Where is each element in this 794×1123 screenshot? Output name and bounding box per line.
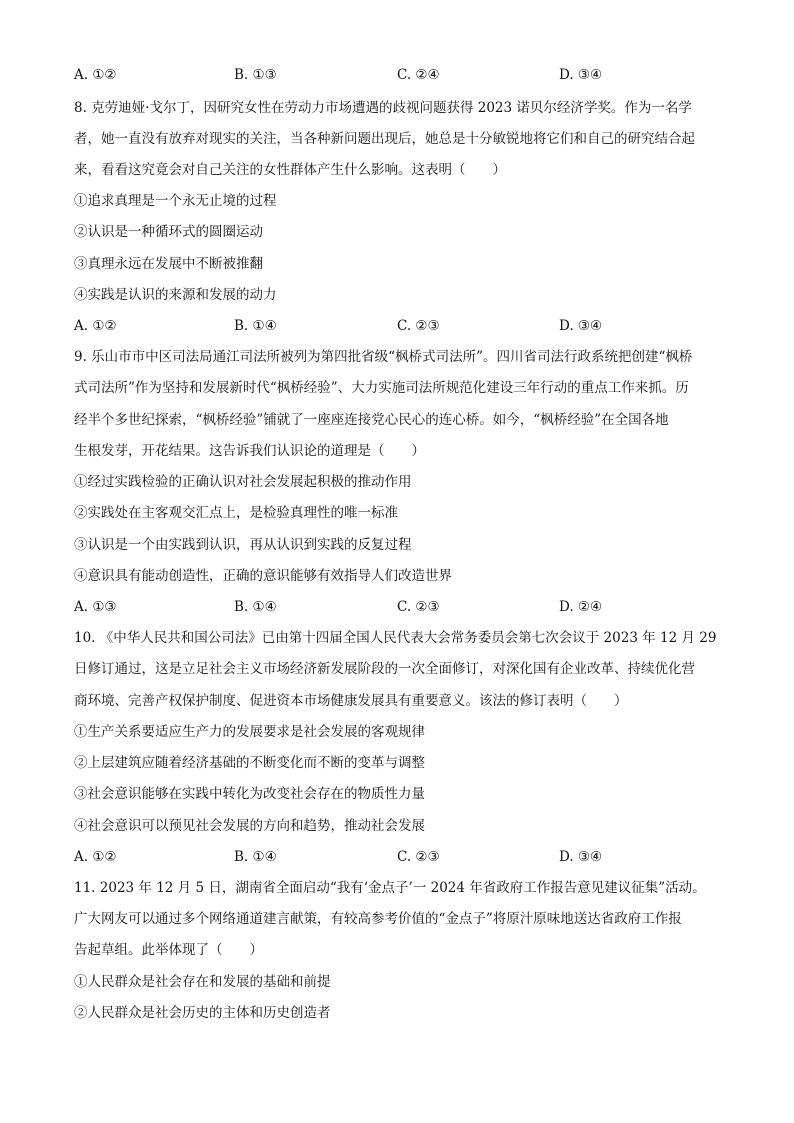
- q8-option-c: C. ②③: [397, 318, 440, 334]
- q8-option-d: D. ③④: [559, 318, 603, 334]
- q11-item-1: ①人民群众是社会存在和发展的基础和前提: [74, 974, 331, 990]
- q10-item-4: ④社会意识可以预见社会发展的方向和趋势，推动社会发展: [74, 818, 425, 834]
- q7-options: [74, 66, 734, 84]
- q10-options: [74, 848, 734, 866]
- q8-item-1: ①追求真理是一个永无止境的过程: [74, 193, 277, 209]
- q9-item-2: ②实践处在主客观交汇点上，是检验真理性的唯一标准: [74, 505, 398, 521]
- q10-option-a: A. ①②: [74, 849, 117, 865]
- q9-stem-line-1: 9. 乐山市市中区司法局通江司法所被列为第四批省级“枫桥式司法所”。四川省司法行政系统把创建“枫桥: [74, 349, 693, 365]
- q8-item-2: ②认识是一种循环式的圆圈运动: [74, 224, 263, 240]
- q10-stem-line-3: 商环境、完善产权保护制度、促进资本市场健康发展具有重要意义。该法的修订表明（ ）: [74, 693, 628, 709]
- q11-item-2: ②人民群众是社会历史的主体和历史创造者: [74, 1005, 331, 1021]
- q11-stem-line-3: 告起草组。此举体现了（ ）: [74, 942, 263, 958]
- q11-stem-line-1: 11. 2023 年 12 月 5 日，湖南省全面启动“我有‘金点子’一 2024 年省政府工作报告意见建议征集”活动。: [74, 880, 706, 896]
- q10-item-3: ③社会意识能够在实践中转化为改变社会存在的物质性力量: [74, 786, 425, 802]
- q10-option-b: B. ①④: [234, 849, 277, 865]
- q9-stem-line-2: 式司法所”作为坚持和发展新时代“枫桥经验”、大力实施司法所规范化建设三年行动的重点工作来抓。历: [74, 380, 689, 396]
- q8-options: [74, 317, 734, 335]
- q10-item-1: ①生产关系要适应生产力的发展要求是社会发展的客观规律: [74, 724, 425, 740]
- q9-stem-line-4: 生根发芽，开花结果。这告诉我们认识论的道理是（ ）: [74, 443, 425, 459]
- q10-option-d: D. ③④: [559, 849, 603, 865]
- q9-options: [74, 598, 734, 616]
- q10-option-c: C. ②③: [397, 849, 440, 865]
- q11-stem-line-2: 广大网友可以通过多个网络通道建言献策，有较高参考价值的“金点子”将原汁原味地送达省政府工作报: [74, 911, 682, 927]
- q9-option-d: D. ②④: [559, 599, 603, 615]
- q8-option-b: B. ①④: [234, 318, 277, 334]
- q10-stem-line-1: 10. 《中华人民共和国公司法》已由第十四届全国人民代表大会常务委员会第七次会议于 2023 年 12 月 29: [74, 630, 717, 646]
- q8-stem-line-2: 者，她一直没有放弃对现实的关注，当各种新问题出现后，她总是十分敏锐地将它们和自己的研究结合起: [74, 131, 695, 147]
- q9-option-c: C. ②③: [397, 599, 440, 615]
- q9-stem-line-3: 经半个多世纪探索，“枫桥经验”铺就了一座座连接党心民心的连心桥。如今，“枫桥经验”在全国各地: [74, 412, 669, 428]
- q10-item-2: ②上层建筑应随着经济基础的不断变化而不断的变革与调整: [74, 755, 425, 771]
- q7-option-c: C. ②④: [397, 67, 440, 83]
- q9-option-b: B. ①④: [234, 599, 277, 615]
- q9-item-1: ①经过实践检验的正确认识对社会发展起积极的推动作用: [74, 474, 412, 490]
- q8-stem-line-1: 8. 克劳迪娅·戈尔丁，因研究女性在劳动力市场遭遇的歧视问题获得 2023 诺贝尔经济学奖。作为一名学: [74, 100, 692, 116]
- q10-stem-line-2: 日修订通过，这是立足社会主义市场经济新发展阶段的一次全面修订，对深化国有企业改革、持续优化营: [74, 661, 695, 677]
- q7-option-a: A. ①②: [74, 67, 117, 83]
- q9-option-a: A. ①③: [74, 599, 117, 615]
- q8-item-3: ③真理永远在发展中不断被推翻: [74, 256, 263, 272]
- q8-stem-line-3: 来，看看这究竟会对自己关注的女性群体产生什么影响。这表明（ ）: [74, 162, 506, 178]
- q9-item-3: ③认识是一个由实践到认识，再从认识到实践的反复过程: [74, 537, 412, 553]
- q7-option-b: B. ①③: [234, 67, 277, 83]
- q8-option-a: A. ①②: [74, 318, 117, 334]
- q9-item-4: ④意识具有能动创造性，正确的意识能够有效指导人们改造世界: [74, 568, 452, 584]
- q8-item-4: ④实践是认识的来源和发展的动力: [74, 287, 277, 303]
- q7-option-d: D. ③④: [559, 67, 603, 83]
